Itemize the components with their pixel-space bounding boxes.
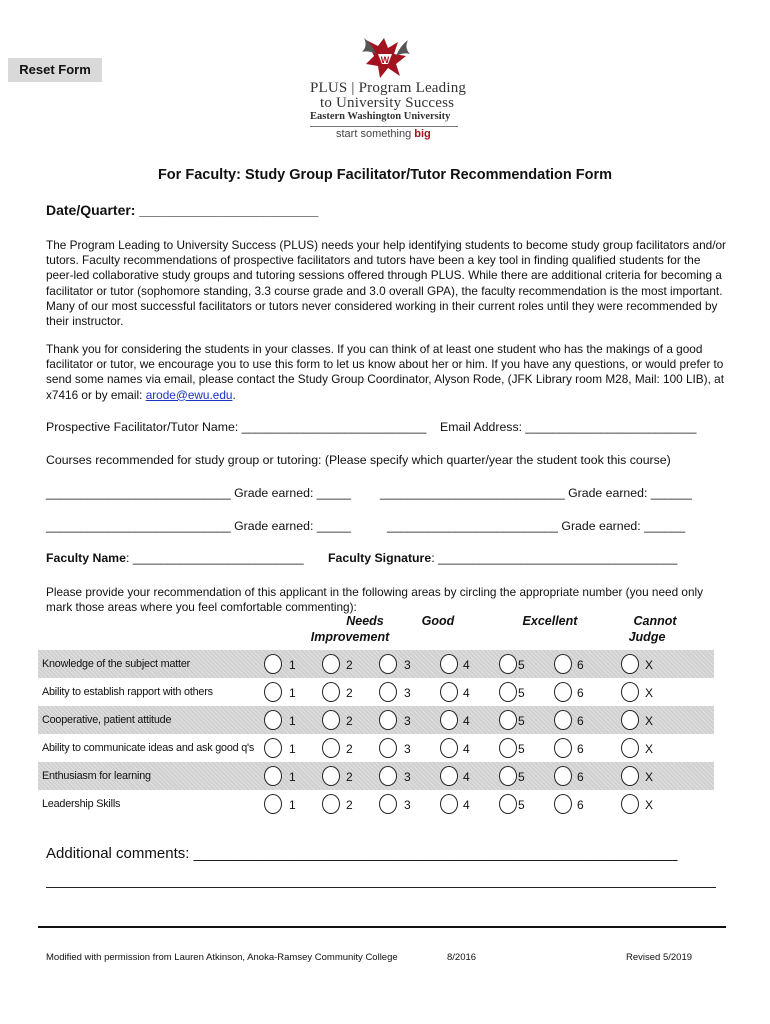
rating-option-radio[interactable]	[499, 738, 517, 758]
rating-row-label: Enthusiasm for learning	[42, 770, 151, 782]
rating-option-label: 6	[577, 714, 584, 728]
rating-option-label: 1	[289, 658, 296, 672]
rating-option-radio[interactable]	[322, 682, 340, 702]
rating-option-radio[interactable]	[499, 682, 517, 702]
thanks-paragraph: Thank you for considering the students in your classes. If you can think of at least one student who has the makings of a good facilitator or tutor, we encourage you to use this form to let us know about her or him. If you have any questions, or would prefer to send some names via email, please contact the Study Group Coordinator, Alyson Rode, (JFK Library room M28, Mail: 100 LIB), at x7416 or by email: arode@ewu.edu.	[46, 342, 724, 402]
rating-option-label: 5	[518, 686, 525, 700]
footer-date: 8/2016	[447, 952, 477, 963]
header-cannot-judge: Cannot Judge	[628, 614, 677, 644]
rating-option-radio[interactable]	[554, 654, 572, 674]
rating-option-label: 4	[463, 798, 470, 812]
rating-option-label: X	[645, 714, 654, 728]
eagle-logo-icon	[358, 34, 414, 82]
rating-option-radio[interactable]	[621, 654, 639, 674]
rating-row-label: Ability to establish rapport with others	[42, 686, 213, 698]
email-address-field[interactable]: Email Address: _________________________	[440, 420, 697, 434]
rating-option-radio[interactable]	[322, 794, 340, 814]
rating-option-radio[interactable]	[264, 738, 282, 758]
footer-divider	[38, 926, 726, 928]
rating-option-label: 5	[518, 798, 525, 812]
rating-option-radio[interactable]	[322, 738, 340, 758]
rating-option-label: 5	[518, 742, 525, 756]
rating-option-label: 6	[577, 686, 584, 700]
rating-option-radio[interactable]	[440, 738, 458, 758]
rating-option-label: 6	[577, 742, 584, 756]
rating-option-label: 2	[346, 798, 353, 812]
rating-option-radio[interactable]	[379, 710, 397, 730]
rating-option-label: 6	[577, 798, 584, 812]
header-needs-improvement: Needs Improvement	[310, 614, 390, 644]
rating-option-radio[interactable]	[379, 766, 397, 786]
rating-option-label: 5	[518, 770, 525, 784]
rating-option-label: 4	[463, 686, 470, 700]
additional-comments-field[interactable]: Additional comments: __________________________________________________________	[46, 845, 678, 862]
rating-option-radio[interactable]	[264, 710, 282, 730]
rating-option-radio[interactable]	[499, 794, 517, 814]
rating-option-radio[interactable]	[554, 682, 572, 702]
logo-line-1: PLUS | Program Leading	[310, 80, 467, 96]
logo-divider	[310, 126, 458, 127]
form-title: For Faculty: Study Group Facilitator/Tutor Recommendation Form	[157, 167, 613, 183]
rating-option-radio[interactable]	[440, 654, 458, 674]
rating-option-radio[interactable]	[379, 738, 397, 758]
rating-option-label: 3	[404, 742, 411, 756]
rating-option-radio[interactable]	[379, 654, 397, 674]
rating-row-label: Cooperative, patient attitude	[42, 714, 172, 726]
rating-option-label: 2	[346, 770, 353, 784]
rating-row-label: Knowledge of the subject matter	[42, 658, 191, 670]
rating-option-label: 2	[346, 742, 353, 756]
rating-option-label: 3	[404, 770, 411, 784]
rating-option-label: 2	[346, 686, 353, 700]
rating-option-radio[interactable]	[621, 766, 639, 786]
course-line-1-right[interactable]: ___________________________ Grade earned: ______	[380, 486, 692, 500]
faculty-name-field[interactable]: Faculty Name: _________________________	[46, 551, 304, 565]
logo-line-2: to University Success	[320, 95, 455, 111]
rating-prompt: Please provide your recommendation of this applicant in the following areas by circling the appropriate number (you need only mark those areas where you feel comfortable commenting):	[46, 585, 704, 615]
rating-option-label: X	[645, 798, 654, 812]
rating-option-radio[interactable]	[554, 710, 572, 730]
rating-option-radio[interactable]	[379, 682, 397, 702]
logo-tagline: start something big	[336, 128, 431, 140]
rating-option-label: X	[645, 770, 654, 784]
rating-option-label: 5	[518, 658, 525, 672]
rating-option-radio[interactable]	[499, 710, 517, 730]
rating-option-radio[interactable]	[264, 682, 282, 702]
rating-option-label: 6	[577, 658, 584, 672]
rating-option-label: 6	[577, 770, 584, 784]
rating-option-radio[interactable]	[499, 654, 517, 674]
rating-option-label: 4	[463, 714, 470, 728]
footer-revised: Revised 5/2019	[626, 952, 693, 963]
rating-option-radio[interactable]	[621, 738, 639, 758]
rating-option-label: 1	[289, 686, 296, 700]
rating-row	[38, 790, 714, 818]
rating-option-label: X	[645, 742, 654, 756]
logo-line-3: Eastern Washington University	[310, 111, 451, 122]
rating-option-radio[interactable]	[554, 794, 572, 814]
courses-prompt: Courses recommended for study group or tutoring: (Please specify which quarter/year the student took this course)	[46, 453, 671, 467]
rating-option-label: 3	[404, 714, 411, 728]
rating-option-radio[interactable]	[264, 654, 282, 674]
rating-option-label: 1	[289, 798, 296, 812]
footer-credit: Modified with permission from Lauren Atkinson, Anoka-Ramsey Community College	[46, 952, 398, 963]
rating-option-radio[interactable]	[440, 682, 458, 702]
rating-option-radio[interactable]	[322, 710, 340, 730]
rating-option-radio[interactable]	[264, 794, 282, 814]
rating-option-label: X	[645, 686, 654, 700]
date-quarter-field[interactable]: Date/Quarter: _______________________	[46, 202, 319, 218]
course-line-2-right[interactable]: _________________________ Grade earned: ______	[387, 519, 686, 533]
rating-option-radio[interactable]	[440, 710, 458, 730]
course-line-1-left[interactable]: ___________________________ Grade earned: _____	[46, 486, 351, 500]
rating-option-label: 3	[404, 686, 411, 700]
rating-option-label: 4	[463, 658, 470, 672]
faculty-signature-field[interactable]: Faculty Signature: ___________________________________	[328, 551, 678, 565]
course-line-2-left[interactable]: ___________________________ Grade earned: _____	[46, 519, 351, 533]
rating-option-radio[interactable]	[554, 738, 572, 758]
rating-option-label: 3	[404, 798, 411, 812]
rating-option-label: 4	[463, 770, 470, 784]
rating-row-label: Ability to communicate ideas and ask good q's	[42, 742, 255, 754]
rating-option-radio[interactable]	[621, 794, 639, 814]
rating-option-radio[interactable]	[554, 766, 572, 786]
rating-option-label: 3	[404, 658, 411, 672]
rating-option-label: 4	[463, 742, 470, 756]
comments-line-2[interactable]	[46, 887, 716, 888]
prospective-name-field[interactable]: Prospective Facilitator/Tutor Name: ___________________________	[46, 420, 427, 434]
header-excellent: Excellent	[522, 614, 578, 628]
intro-paragraph: The Program Leading to University Success (PLUS) needs your help identifying students to become study group facilitators and/or tutors. Faculty recommendations of prospective facilitators and tutors have been a key tool in finding qualified students for the peer-led collaborative study groups and tutoring sessions offered through PLUS. While there are additional criteria for becoming a facilitator or tutor (sophomore standing, 3.3 course grade and 3.0 overall GPA), the faculty recommendation is the most important. Many of our most successful facilitators or tutors never considered working in their current roles until they were recommended by their instructor.	[46, 238, 726, 329]
rating-option-label: 2	[346, 658, 353, 672]
rating-option-radio[interactable]	[322, 654, 340, 674]
rating-option-label: 2	[346, 714, 353, 728]
email-link[interactable]: arode@ewu.edu	[145, 387, 233, 402]
rating-row-label: Leadership Skills	[42, 798, 121, 810]
rating-option-radio[interactable]	[440, 794, 458, 814]
rating-option-radio[interactable]	[440, 766, 458, 786]
rating-option-label: 5	[518, 714, 525, 728]
rating-option-label: X	[645, 658, 654, 672]
rating-option-radio[interactable]	[264, 766, 282, 786]
rating-option-radio[interactable]	[322, 766, 340, 786]
reset-form-button[interactable]: Reset Form	[8, 58, 102, 82]
header-good: Good	[421, 614, 455, 628]
rating-option-radio[interactable]	[621, 682, 639, 702]
rating-option-label: 1	[289, 742, 296, 756]
plus-logo	[300, 34, 470, 144]
rating-option-radio[interactable]	[499, 766, 517, 786]
rating-option-label: 1	[289, 770, 296, 784]
svg-text:W: W	[380, 55, 390, 65]
rating-option-label: 1	[289, 714, 296, 728]
rating-option-radio[interactable]	[621, 710, 639, 730]
rating-option-radio[interactable]	[379, 794, 397, 814]
